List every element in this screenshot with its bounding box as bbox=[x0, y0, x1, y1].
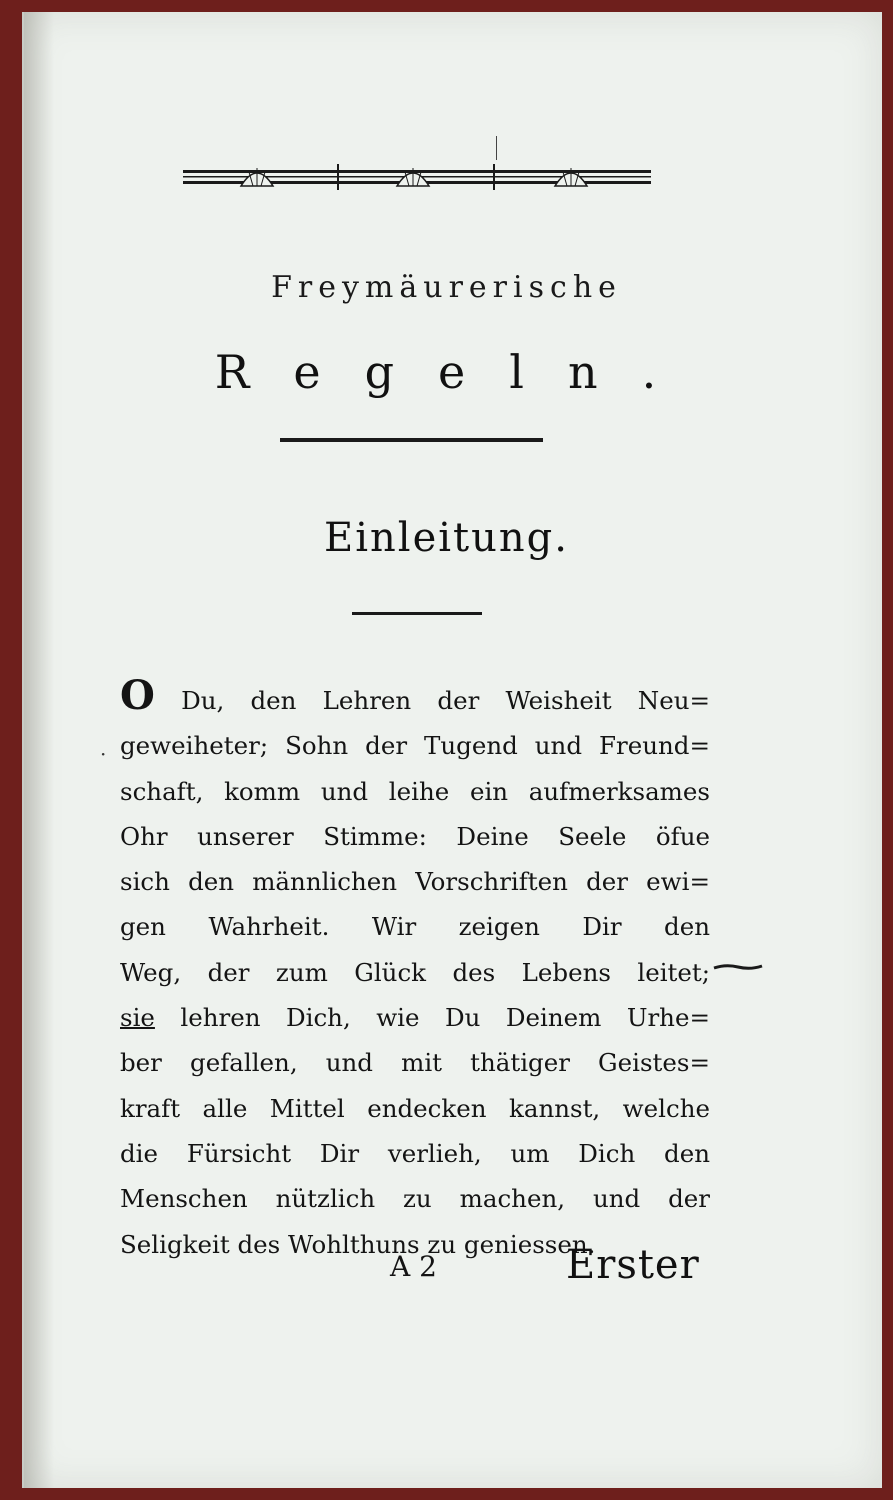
handwritten-ink-stroke bbox=[712, 962, 764, 974]
printer-mark bbox=[496, 136, 497, 160]
body-line-9: ber gefallen, und mit thätiger Geistes= bbox=[120, 1048, 710, 1078]
signature-mark: A 2 bbox=[390, 1250, 437, 1283]
gutter-shadow bbox=[24, 12, 54, 1488]
initial-letter: O bbox=[120, 672, 155, 719]
body-line-7: Weg, der zum Glück des Lebens leitet; bbox=[120, 957, 710, 987]
body-line-13: Seligkeit des Wohlthuns zu geniessen. bbox=[120, 1229, 596, 1259]
body-line-1: O Du, den Lehren der Weisheit Neu= bbox=[120, 672, 710, 719]
shell-ornament-border bbox=[183, 160, 651, 192]
section-rule bbox=[352, 612, 482, 615]
title-line-1: Freymäurerische bbox=[271, 270, 622, 305]
body-line-8: sie lehren Dich, wie Du Deinem Urhe= bbox=[120, 1003, 710, 1033]
body-line-4: Ohr unserer Stimme: Deine Seele öfue bbox=[120, 821, 710, 851]
body-line-6: gen Wahrheit. Wir zeigen Dir den bbox=[120, 912, 710, 942]
body-line-11: die Fürsicht Dir verlieh, um Dich den bbox=[120, 1138, 710, 1168]
body-line-2: geweiheter; Sohn der Tugend und Freund= bbox=[120, 731, 710, 761]
title-line-2: Regeln. bbox=[214, 345, 701, 399]
body-line-3: schaft, komm und leihe ein aufmerksames bbox=[120, 776, 710, 806]
catchword: Erster bbox=[566, 1242, 700, 1288]
section-title: Einleitung. bbox=[324, 515, 569, 561]
margin-mark: · bbox=[100, 742, 107, 766]
title-rule bbox=[280, 438, 543, 442]
body-line-12: Menschen nützlich zu machen, und der bbox=[120, 1184, 710, 1214]
handwritten-underline: sie bbox=[120, 1003, 155, 1033]
shell-icon bbox=[241, 173, 587, 186]
body-line-10: kraft alle Mittel endecken kannst, welche bbox=[120, 1093, 710, 1123]
body-paragraph bbox=[120, 672, 710, 1267]
body-line-5: sich den männlichen Vorschriften der ewi= bbox=[120, 867, 710, 897]
